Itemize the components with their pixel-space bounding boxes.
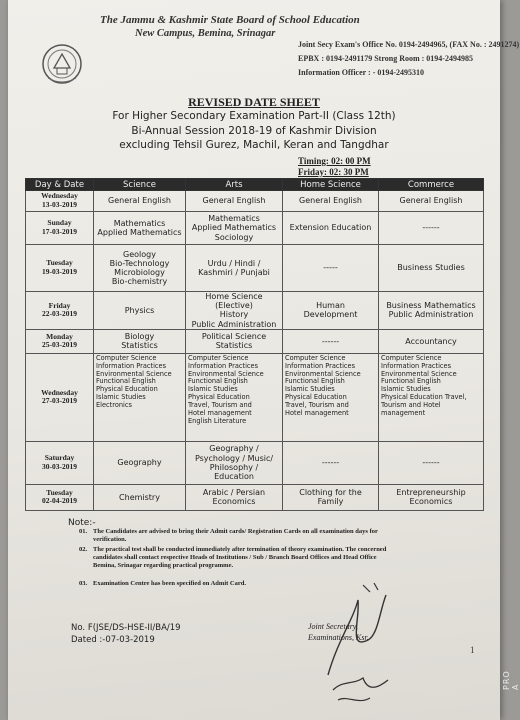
subtitle-exam: For Higher Secondary Examination Part-II (Class 12th)	[112, 110, 396, 122]
science-cell: Geology Bio-Technology Microbiology Bio-chemistry	[94, 245, 186, 292]
science-cell: Mathematics Applied Mathematics	[94, 212, 186, 245]
science-cell: Biology Statistics	[94, 329, 186, 353]
page-number: 1	[470, 645, 475, 655]
contact-information-officer: Information Officer : - 0194-2495310	[298, 68, 425, 77]
day-date-cell: Tuesday 19-03-2019	[26, 245, 94, 292]
commerce-cell: ------	[379, 212, 484, 245]
science-cell: Computer Science Information Practices Environmental Science Functional English Physical Education Islamic Studies Electronics	[94, 353, 186, 441]
arts-cell: Arabic / Persian Economics	[186, 484, 283, 510]
home-science-cell: ------	[283, 441, 379, 484]
arts-cell: General English	[186, 191, 283, 212]
handwritten-signature	[308, 580, 398, 710]
subtitle-session: Bi-Annual Session 2018-19 of Kashmir Division	[131, 125, 377, 137]
document-title: REVISED DATE SHEET	[188, 95, 320, 109]
note-item: 03. Examination Centre has been specified on Admit Card.	[79, 580, 246, 587]
day-date-cell: Friday 22-03-2019	[26, 292, 94, 330]
subtitle-exclusions: excluding Tehsil Gurez, Machil, Keran and Tangdhar	[119, 139, 389, 151]
commerce-cell: Entrepreneurship Economics	[379, 484, 484, 510]
note-label: Note:-	[68, 518, 96, 528]
home-science-cell: General English	[283, 191, 379, 212]
home-science-cell: -----	[283, 245, 379, 292]
column-header: Day & Date	[26, 179, 94, 191]
issue-date: Dated :-07-03-2019	[71, 635, 155, 645]
home-science-cell: Human Development	[283, 292, 379, 330]
day-date-cell: Monday 25-03-2019	[26, 329, 94, 353]
table-row	[26, 353, 484, 441]
column-header: Science	[94, 179, 186, 191]
commerce-cell: Business Mathematics Public Administration	[379, 292, 484, 330]
signatory-office: Examinations, Ksr.	[308, 633, 369, 642]
arts-cell: Home Science (Elective) History Public Administration	[186, 292, 283, 330]
day-date-cell: Tuesday 02-04-2019	[26, 484, 94, 510]
timing-friday: Friday: 02: 30 PM	[298, 167, 369, 177]
science-cell: Geography	[94, 441, 186, 484]
note-item: 02. The practical test shall be conducted immediately after termination of theory examination. The concerned candidates shall contact respective Heads of Institutions / Sub / Branch Board Offices and Head Office Bemina, Srinagar regarding practical programme.	[79, 546, 387, 569]
day-date-cell: Saturday 30-03-2019	[26, 441, 94, 484]
column-header: Commerce	[379, 179, 484, 191]
home-science-cell: Computer Science Information Practices Environmental Science Functional English Islamic Studies Physical Education Travel, Tourism and Hotel management	[283, 353, 379, 441]
science-cell: General English	[94, 191, 186, 212]
arts-cell: Computer Science Information Practices Environmental Science Functional English Islamic Studies Physical Education Travel, Tourism and Hotel management English Literature	[186, 353, 283, 441]
table-row	[26, 292, 484, 330]
table-row	[26, 212, 484, 245]
home-science-cell: ------	[283, 329, 379, 353]
commerce-cell: Accountancy	[379, 329, 484, 353]
table-header-row	[26, 179, 484, 191]
commerce-cell: Computer Science Information Practices Environmental Science Functional English Islamic Studies Physical Education Travel, Tourism and Hotel management	[379, 353, 484, 441]
arts-cell: Mathematics Applied Mathematics Sociology	[186, 212, 283, 245]
camera-watermark: PRO A	[502, 670, 520, 690]
reference-number: No. F(JSE/DS-HSE-II/BA/19	[71, 623, 181, 633]
board-campus: New Campus, Bemina, Srinagar	[135, 28, 276, 39]
arts-cell: Urdu / Hindi / Kashmiri / Punjabi	[186, 245, 283, 292]
table-row	[26, 329, 484, 353]
signatory-title: Joint Secretary,	[308, 622, 358, 631]
commerce-cell: ------	[379, 441, 484, 484]
day-date-cell: Sunday 17-03-2019	[26, 212, 94, 245]
table-row	[26, 245, 484, 292]
column-header: Home Science	[283, 179, 379, 191]
arts-cell: Geography / Psychology / Music/ Philosophy / Education	[186, 441, 283, 484]
date-sheet-table	[25, 178, 484, 511]
board-name: The Jammu & Kashmir State Board of School Education	[100, 14, 360, 26]
home-science-cell: Clothing for the Family	[283, 484, 379, 510]
table-row	[26, 191, 484, 212]
table-row	[26, 441, 484, 484]
column-header: Arts	[186, 179, 283, 191]
home-science-cell: Extension Education	[283, 212, 379, 245]
table-row	[26, 484, 484, 510]
contact-epbx: EPBX : 0194-2491179 Strong Room : 0194-2494985	[298, 54, 473, 63]
commerce-cell: Business Studies	[379, 245, 484, 292]
timing-regular: Timing: 02: 00 PM	[298, 156, 371, 166]
day-date-cell: Wednesday 13-03-2019	[26, 191, 94, 212]
arts-cell: Political Science Statistics	[186, 329, 283, 353]
science-cell: Chemistry	[94, 484, 186, 510]
contact-joint-secy: Joint Secy Exam's Office No. 0194-2494965, (FAX No. : 2491274)	[298, 40, 520, 49]
day-date-cell: Wednesday 27-03-2019	[26, 353, 94, 441]
science-cell: Physics	[94, 292, 186, 330]
board-emblem-icon	[40, 40, 84, 88]
commerce-cell: General English	[379, 191, 484, 212]
note-item: 01. The Candidates are advised to bring their Admit cards/ Registration Cards on all examination days for verification.	[79, 528, 378, 543]
